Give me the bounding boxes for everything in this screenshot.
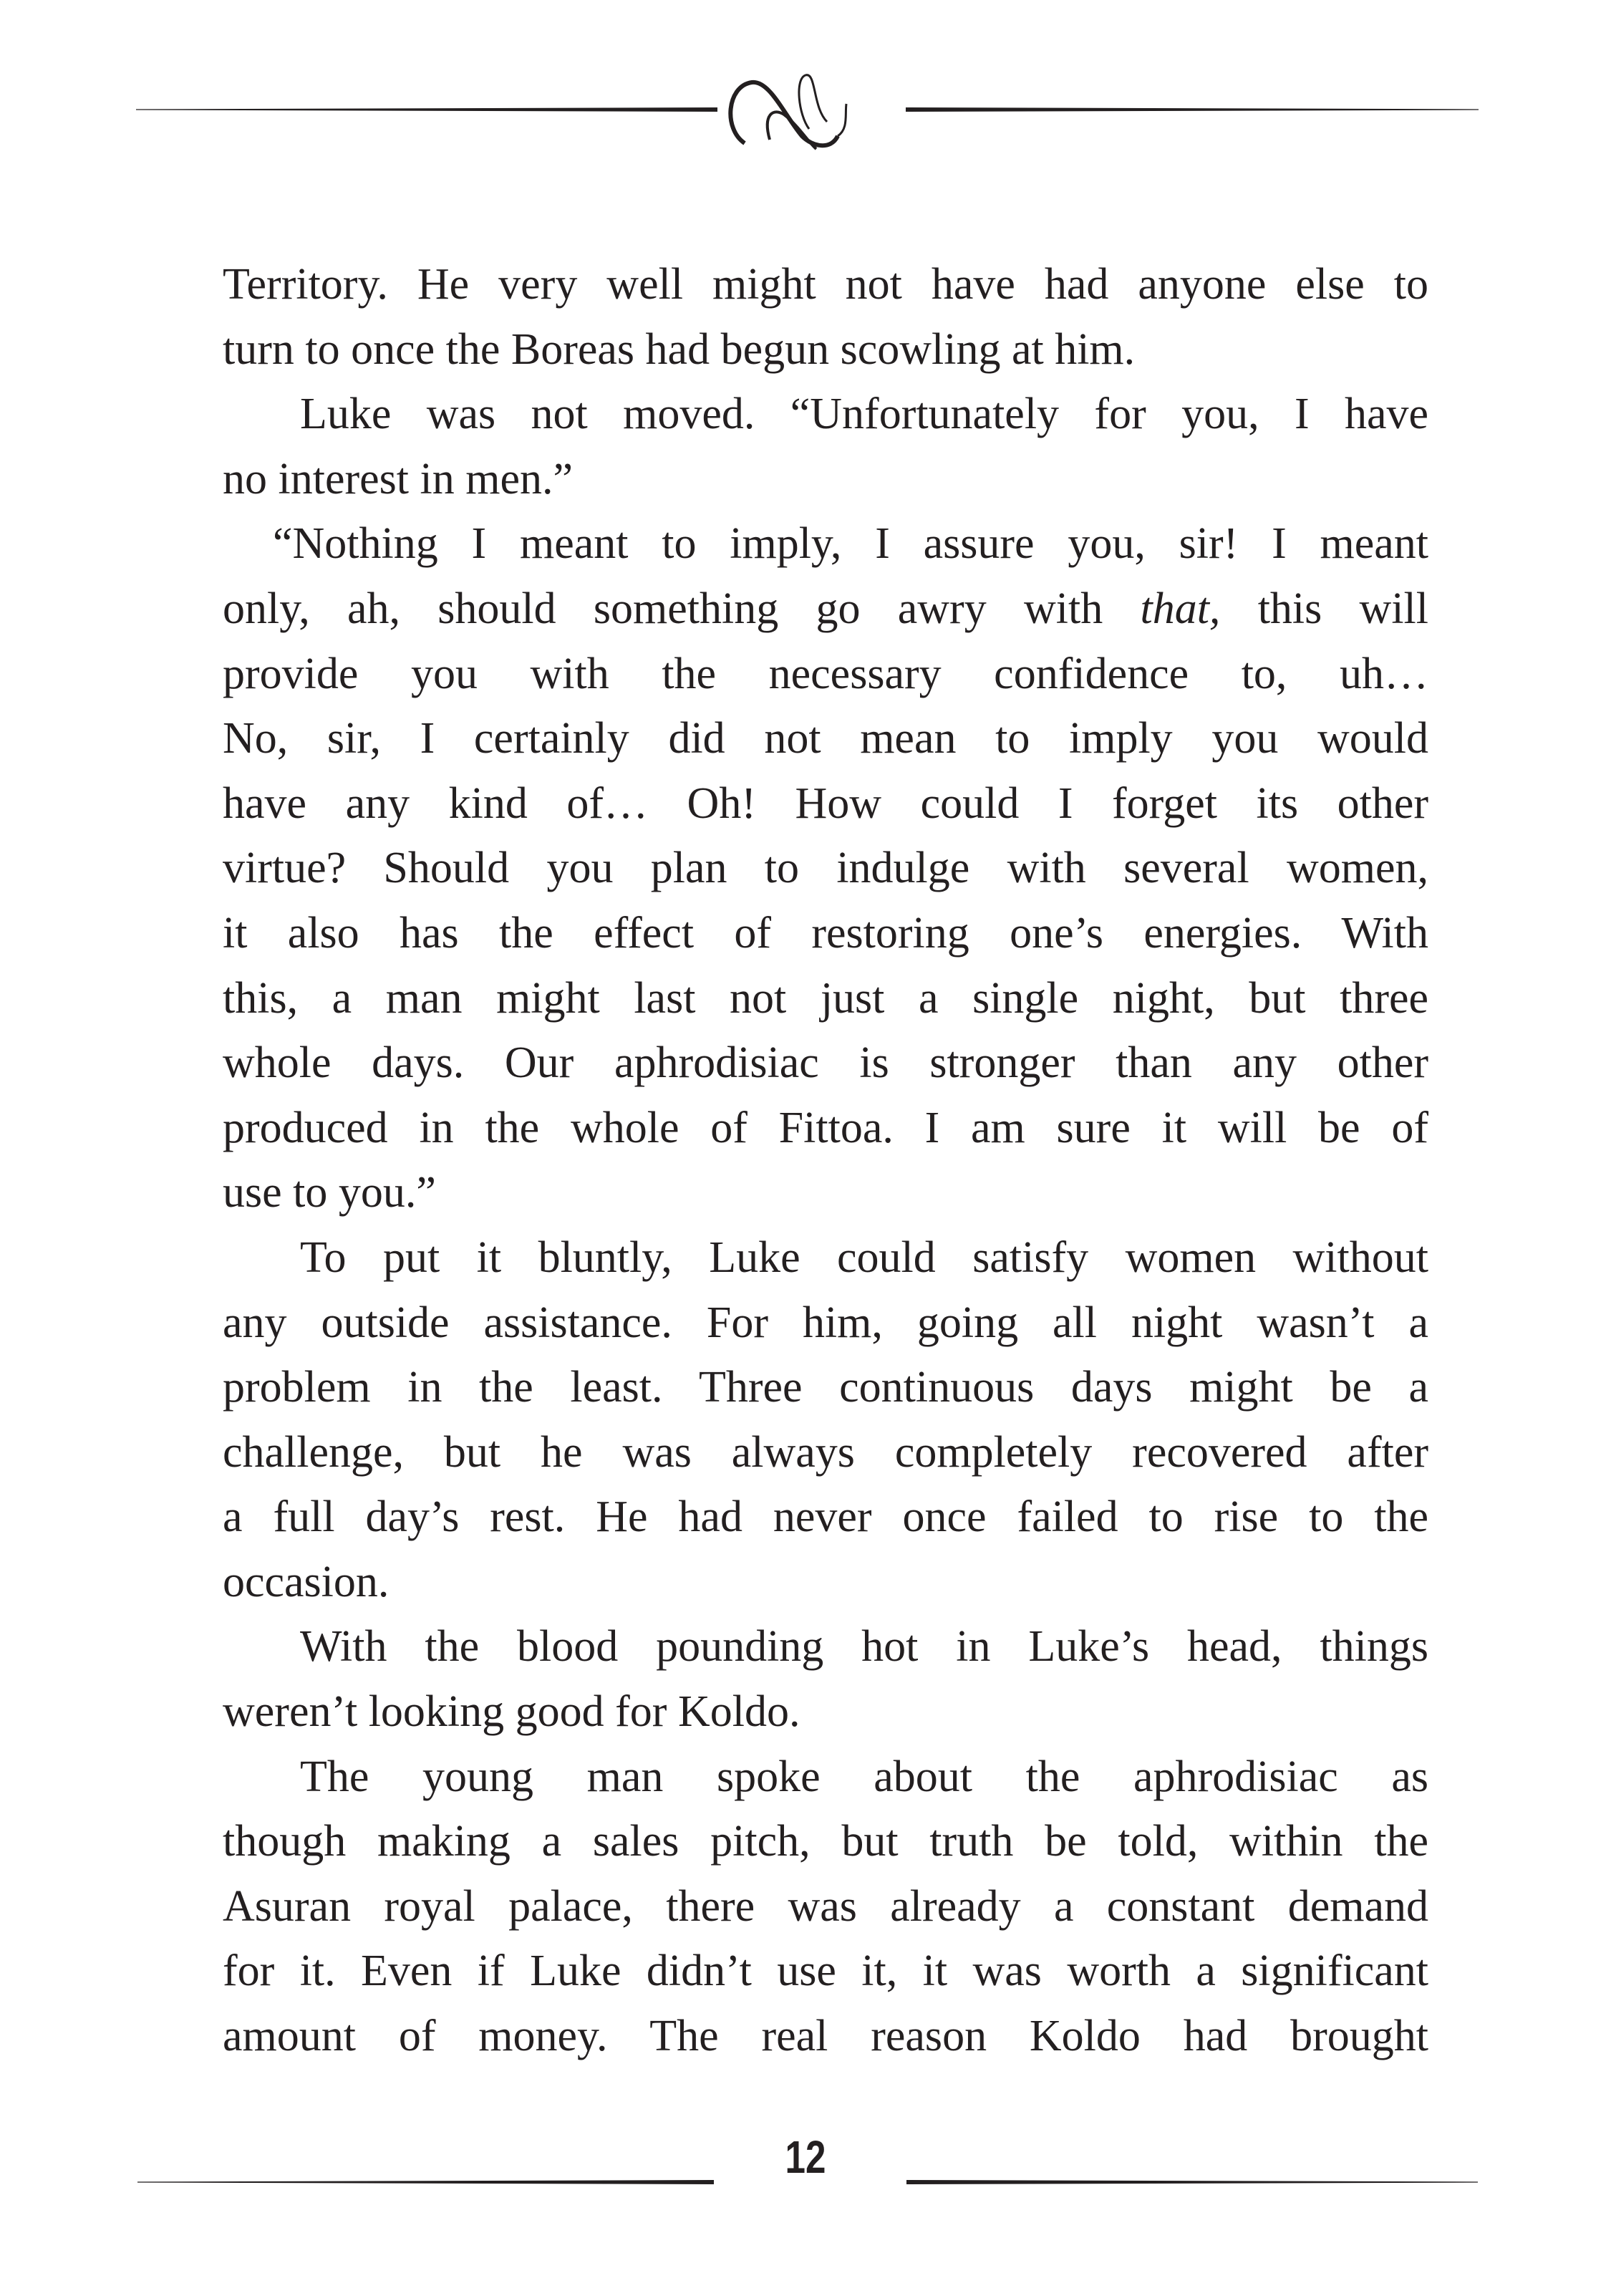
text-segment: produced in the whole of Fittoa. I am sure it will be of (223, 1103, 1428, 1152)
text-line (223, 901, 1428, 966)
text-line (223, 382, 1428, 447)
text-segment: Territory. He very well might not have had anyone else to (223, 260, 1428, 309)
text-segment: amount of money. The real reason Koldo had brought (223, 2012, 1428, 2061)
text-segment: a full day’s rest. He had never once failed to rise to the (223, 1492, 1428, 1542)
text-line (223, 1291, 1428, 1356)
text-segment: for it. Even if Luke didn’t use it, it was worth a significant (223, 1947, 1428, 1996)
body-text (223, 252, 1428, 2069)
text-line (223, 642, 1428, 707)
text-segment: though making a sales pitch, but truth be told, within the (223, 1817, 1428, 1866)
text-segment: this, a man might last not just a single night, but three (223, 973, 1428, 1023)
text-line (223, 966, 1428, 1031)
text-line (223, 2004, 1428, 2069)
flourish-ornament-icon (716, 72, 924, 150)
text-line (223, 577, 1428, 642)
text-segment: provide you with the necessary confidence to, uh… (223, 649, 1428, 698)
text-segment: occasion. (223, 1557, 390, 1606)
header-rule-left (136, 107, 717, 112)
paragraph (223, 1614, 1428, 1744)
text-line (223, 1160, 1428, 1225)
text-segment: The young man spoke about the aphrodisiac as (300, 1752, 1428, 1801)
text-segment: To put it bluntly, Luke could satisfy women without (300, 1233, 1428, 1282)
paragraph (223, 1225, 1428, 1615)
text-segment: With the blood pounding hot in Luke’s head, things (300, 1622, 1428, 1672)
text-line (223, 1679, 1428, 1745)
text-segment: virtue? Should you plan to indulge with several women, (223, 844, 1428, 893)
header-rule-right (906, 107, 1479, 112)
text-segment: “Nothing I meant to imply, I assure you, sir! I meant (273, 519, 1428, 569)
page-number: 12 (785, 2131, 826, 2183)
text-segment: Asuran royal palace, there was already a constant demand (223, 1881, 1428, 1931)
text-segment: it also has the effect of restoring one’s energies. With (223, 908, 1428, 958)
paragraph (223, 382, 1428, 511)
text-line (223, 1550, 1428, 1615)
text-segment: turn to once the Boreas had begun scowling at him. (223, 324, 1136, 374)
italic-text: that, (1140, 584, 1221, 633)
text-line (223, 511, 1428, 577)
text-segment: only, ah, should something go awry with (223, 584, 1141, 633)
text-segment: any outside assistance. For him, going all night wasn’t a (223, 1298, 1428, 1347)
footer-rule-right (906, 2180, 1478, 2184)
text-segment: this will (1220, 584, 1428, 633)
text-line (223, 1939, 1428, 2004)
text-line (223, 1355, 1428, 1420)
text-line (223, 1614, 1428, 1679)
text-line (223, 706, 1428, 771)
text-segment: challenge, but he was always completely recovered after (223, 1427, 1428, 1477)
paragraph (223, 1745, 1428, 2069)
text-line (223, 447, 1428, 512)
footer-rule-left (137, 2180, 714, 2184)
text-segment: Luke was not moved. “Unfortunately for you, I have (300, 390, 1428, 439)
text-segment: have any kind of… Oh! How could I forget its other (223, 778, 1428, 828)
text-line (223, 1096, 1428, 1161)
text-segment: no interest in men.” (223, 454, 573, 503)
text-line (223, 1809, 1428, 1874)
text-line (223, 1225, 1428, 1291)
text-segment: problem in the least. Three continuous days might be a (223, 1363, 1428, 1412)
text-line (223, 1420, 1428, 1485)
text-segment: whole days. Our aphrodisiac is stronger than any other (223, 1038, 1428, 1088)
text-segment: weren’t looking good for Koldo. (223, 1687, 800, 1737)
text-line (223, 1874, 1428, 1939)
text-line (223, 771, 1428, 836)
text-line (223, 1745, 1428, 1810)
paragraph (223, 511, 1428, 1225)
text-segment: use to you.” (223, 1168, 436, 1217)
text-line (223, 1485, 1428, 1550)
text-line (223, 252, 1428, 317)
text-line (223, 836, 1428, 901)
text-line (223, 317, 1428, 382)
text-line (223, 1031, 1428, 1096)
paragraph (223, 252, 1428, 382)
text-segment: No, sir, I certainly did not mean to imply you would (223, 714, 1428, 763)
